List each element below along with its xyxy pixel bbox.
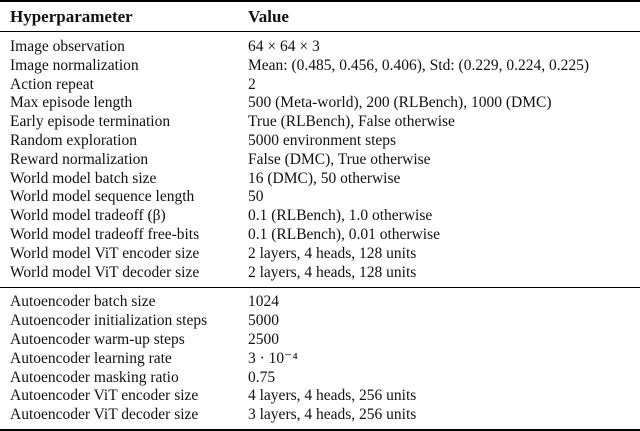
table-row [0, 188, 640, 207]
hyperparameter-value: 4 layers, 4 heads, 256 units [248, 387, 417, 405]
table-row [0, 387, 640, 406]
table-row [0, 151, 640, 170]
hyperparameter-value: 500 (Meta-world), 200 (RLBench), 1000 (DMC) [248, 94, 552, 112]
hyperparameter-value: 64 × 64 × 3 [248, 38, 320, 55]
hyperparameter-name: Autoencoder masking ratio [10, 368, 179, 386]
hyperparameter-name: Early episode termination [10, 113, 171, 131]
hyperparameter-name: Max episode length [10, 94, 133, 112]
table-row [0, 113, 640, 132]
table-row [0, 350, 640, 369]
hyperparameter-name: Autoencoder learning rate [10, 349, 172, 367]
header-row [0, 1, 640, 32]
hyperparameter-name: World model ViT decoder size [0, 264, 246, 288]
hyperparameter-value: 3 · 10⁻⁴ [248, 349, 298, 367]
hyperparameter-name: World model tradeoff free-bits [10, 225, 200, 243]
table-row [0, 406, 640, 430]
table-header [0, 1, 640, 32]
hyperparameter-name: Autoencoder ViT decoder size [0, 406, 246, 430]
table-row [0, 207, 640, 226]
table-row [0, 32, 640, 57]
hyperparameter-value: Mean: (0.485, 0.456, 0.406), Std: (0.229, 0.224, 0.225) [248, 56, 589, 74]
table-row [0, 288, 640, 312]
header-hyperparameter: Hyperparameter [0, 1, 246, 32]
world-model-section [0, 32, 640, 288]
hyperparameter-value: 1024 [248, 293, 279, 311]
hyperparameter-value: 3 layers, 4 heads, 256 units [246, 406, 640, 430]
hyperparameter-value: 16 (DMC), 50 otherwise [248, 169, 401, 187]
table-row [0, 57, 640, 76]
hyperparameter-value: 2 layers, 4 heads, 128 units [248, 244, 417, 262]
table-row [0, 331, 640, 350]
hyperparameter-value: 0.1 (RLBench), 0.01 otherwise [248, 225, 440, 243]
table-row [0, 264, 640, 288]
hyperparameter-value: 2 layers, 4 heads, 128 units [246, 264, 640, 288]
hyperparameter-value: True (RLBench), False otherwise [248, 113, 455, 131]
table-row [0, 94, 640, 113]
hyperparameter-value: False (DMC), True otherwise [248, 150, 431, 168]
hyperparameter-name: Random exploration [10, 131, 137, 149]
hyperparameter-value: 5000 environment steps [248, 131, 397, 149]
table-row [0, 76, 640, 95]
hyperparameter-value: 50 [248, 188, 264, 206]
hyperparameter-value: 0.75 [248, 368, 276, 386]
table-row [0, 369, 640, 388]
hyperparameter-name: Action repeat [10, 75, 94, 93]
hyperparameter-name: World model tradeoff (β) [10, 207, 166, 225]
hyperparameter-name: Autoencoder ViT encoder size [10, 387, 199, 405]
table-row [0, 245, 640, 264]
hyperparameter-name: World model sequence length [10, 188, 195, 206]
hyperparameter-name: Autoencoder batch size [10, 293, 156, 311]
hyperparameter-name: World model batch size [10, 169, 157, 187]
hyperparameter-name: Image normalization [10, 56, 139, 74]
header-value: Value [246, 1, 640, 32]
hyperparameter-name: Autoencoder warm-up steps [10, 330, 185, 348]
table-row [0, 132, 640, 151]
hyperparameter-name: Image observation [10, 38, 125, 55]
hyperparameter-name: Autoencoder initialization steps [10, 312, 208, 330]
table-row [0, 226, 640, 245]
hyperparameter-value: 5000 [248, 312, 279, 330]
hyperparameter-name: Reward normalization [10, 150, 149, 168]
hyperparameter-value: 2500 [248, 330, 279, 348]
hyperparameter-name: World model ViT encoder size [10, 244, 200, 262]
autoencoder-section [0, 288, 640, 430]
hyperparameter-value: 0.1 (RLBench), 1.0 otherwise [248, 207, 433, 225]
table-row [0, 170, 640, 189]
table-row [0, 312, 640, 331]
hyperparameter-value: 2 [248, 75, 256, 93]
